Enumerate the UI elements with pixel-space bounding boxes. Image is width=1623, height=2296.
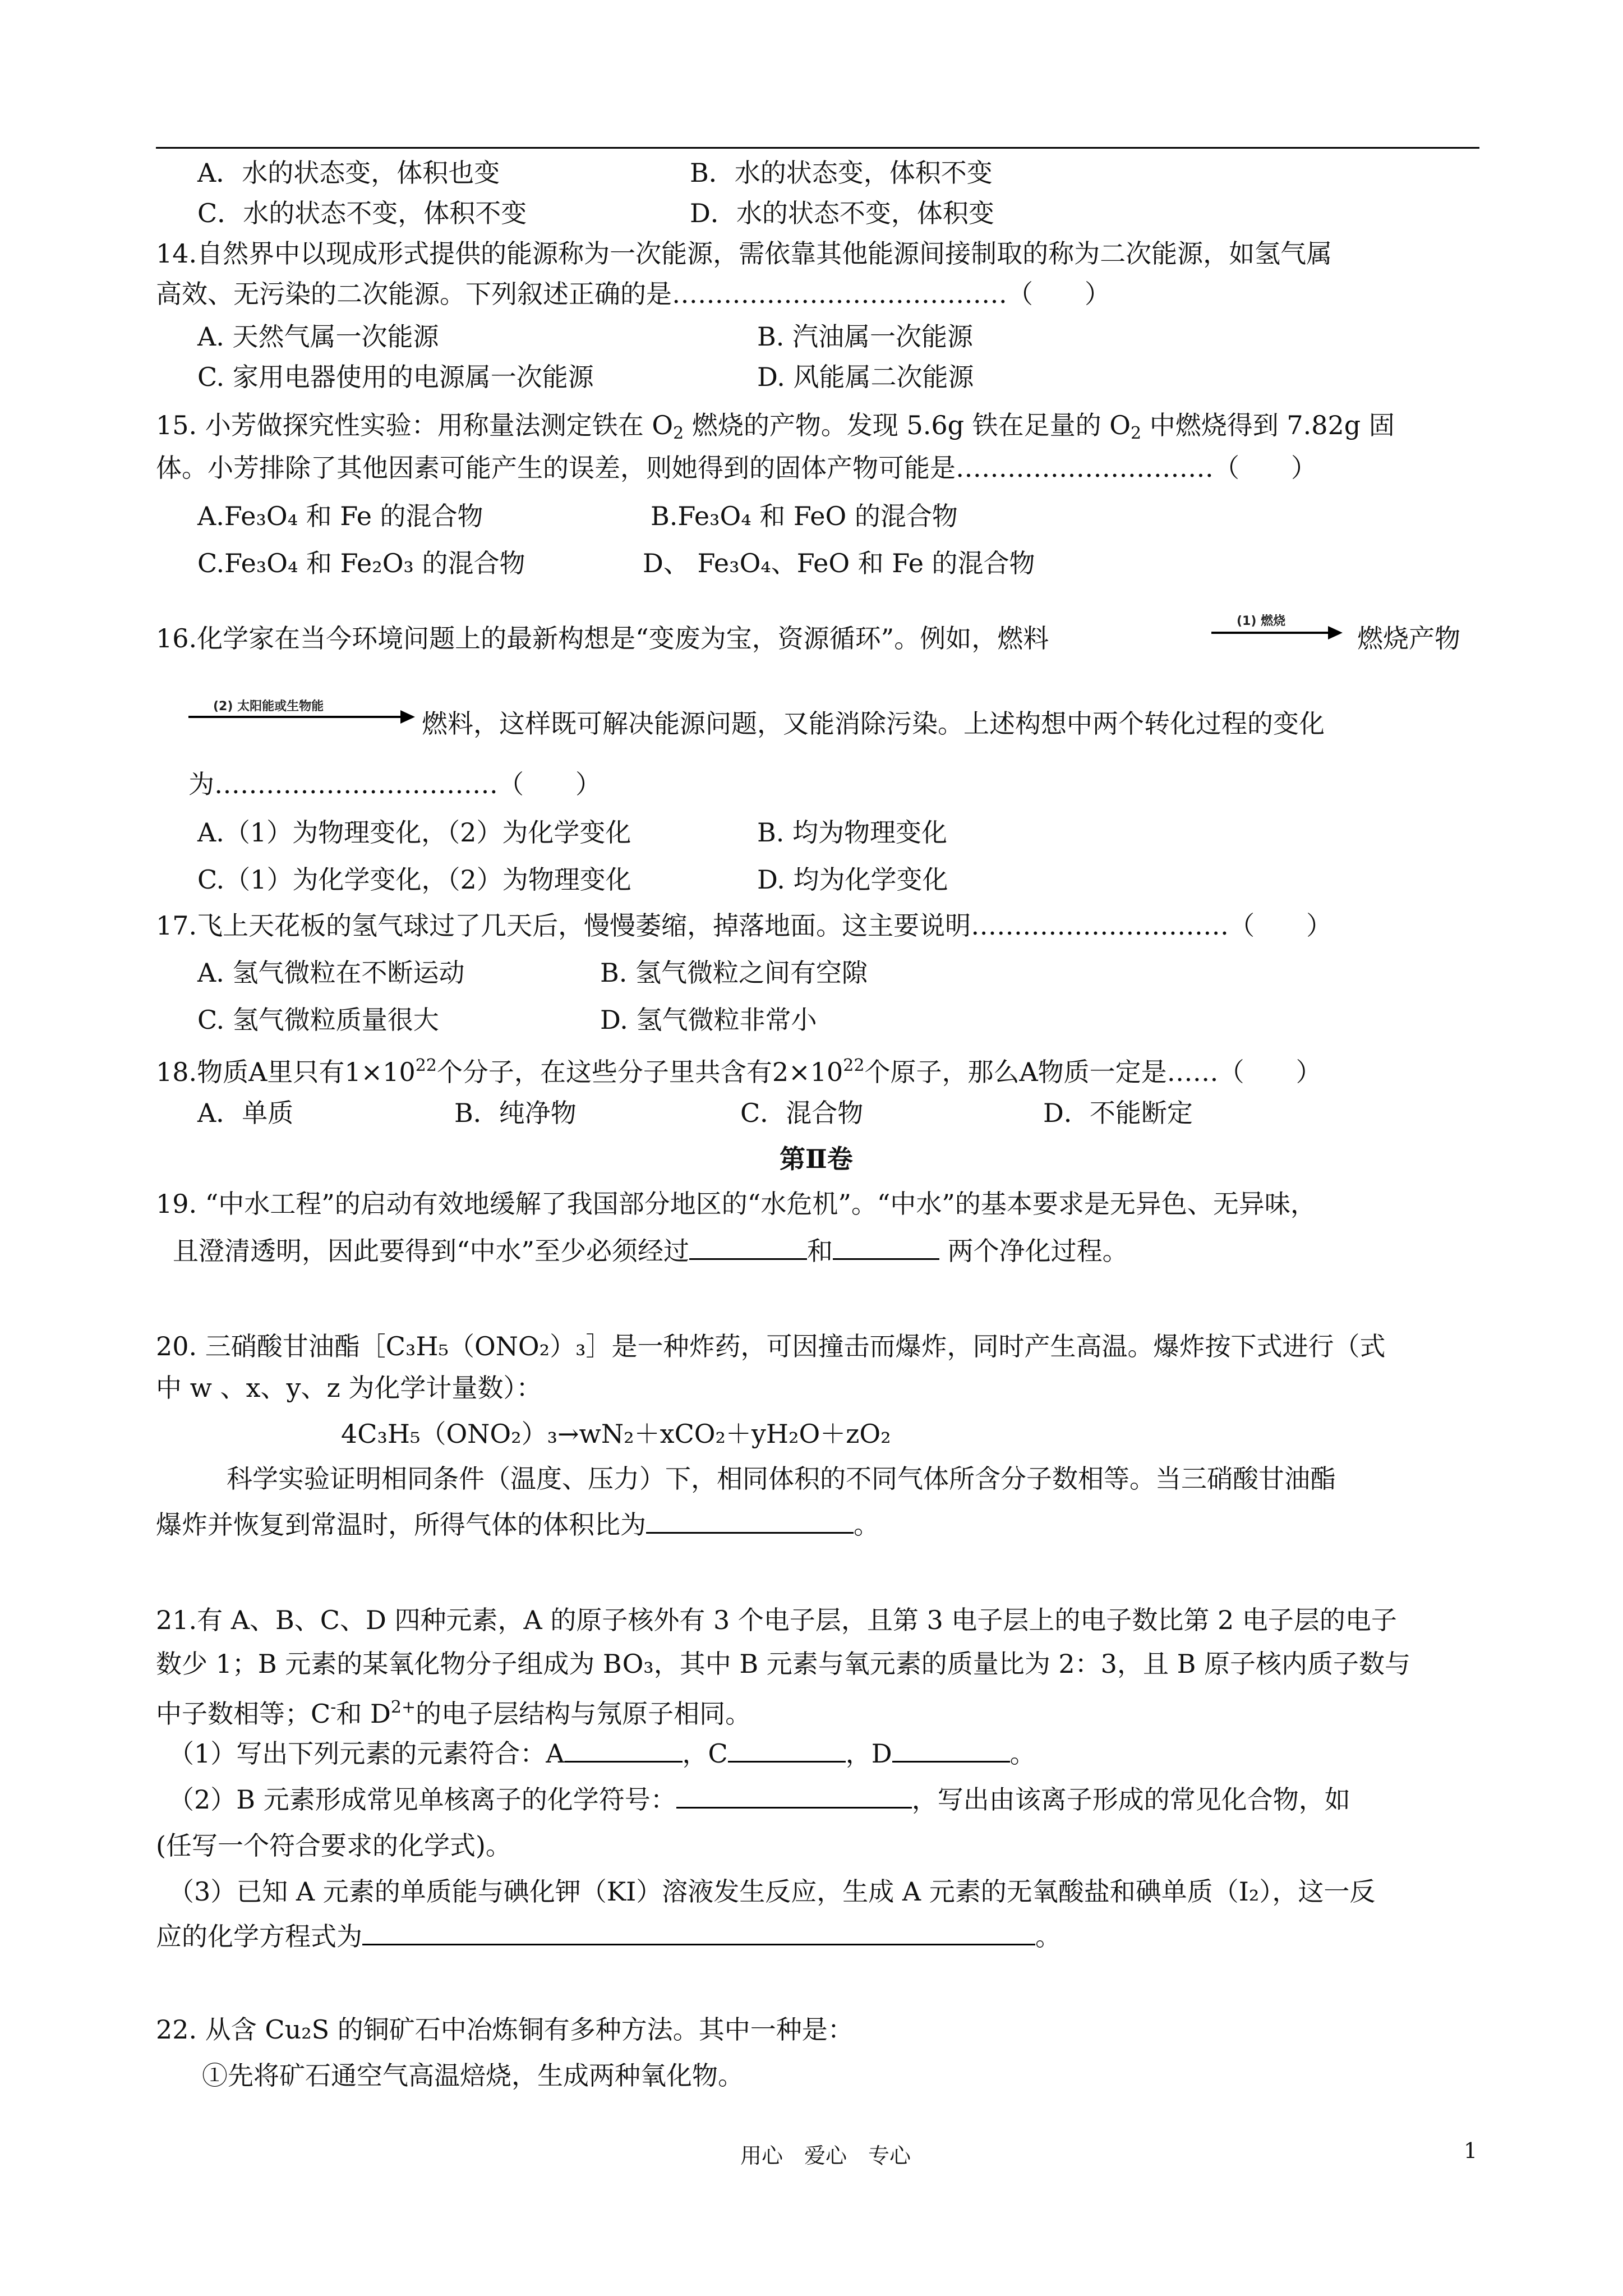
q16-stem-line1: 16.化学家在当今环境问题上的最新构想是“变废为宝，资源循环”。例如，燃料 — [156, 623, 1049, 654]
q16-arrow2-label: (2) 太阳能或生物能 — [213, 700, 324, 714]
q21-blank-ion[interactable] — [676, 1784, 912, 1809]
q21-part2-line2: (任写一个符合要求的化学式)。 — [156, 1830, 511, 1861]
q18-option-b: B．纯净物 — [454, 1098, 577, 1128]
header-rule — [156, 147, 1479, 149]
q15-stem-line1: 15. 小芳做探究性实验：用称量法测定铁在 $O_2$ 燃烧的产物。发现 5.6g 铁在足量的 $O_2$ 中燃烧得到 7.82g 固 — [156, 410, 1395, 443]
q17-option-d: D. 氢气微粒非常小 — [600, 1005, 817, 1035]
q20-stem-line3: 科学实验证明相同条件（温度、压力）下，相同体积的不同气体所含分子数相等。当三硝酸甘油酯 — [227, 1464, 1336, 1494]
q13-option-a: A．水的状态变，体积也变 — [197, 158, 500, 188]
q21-blank-c[interactable] — [728, 1738, 846, 1763]
q17-option-a: A. 氢气微粒在不断运动 — [197, 958, 465, 988]
q15-option-d: D、 Fe₃O₄、FeO 和 Fe 的混合物 — [643, 548, 1035, 578]
q14-option-d: D. 风能属二次能源 — [757, 362, 974, 392]
q21-part1: （1）写出下列元素的元素符合：A ，C ，D 。 — [168, 1738, 1036, 1769]
q19-stem-line2: 且澄清透明，因此要得到“中水”至少必须经过 和 两个净化过程。 — [173, 1236, 1128, 1266]
section-2-title: 第Ⅱ卷 — [780, 1144, 853, 1174]
q19-blank-1[interactable] — [689, 1236, 807, 1260]
q17-option-c: C. 氢气微粒质量很大 — [197, 1005, 439, 1035]
q22-stem-line2: ①先将矿石通空气高温焙烧，生成两种氧化物。 — [202, 2060, 744, 2091]
q21-blank-a[interactable] — [565, 1738, 683, 1763]
q21-part2-line1: （2）B 元素形成常见单核离子的化学符号： ，写出由该离子形成的常见化合物，如 — [168, 1784, 1350, 1815]
q21-part3-line2: 应的化学方程式为 。 — [156, 1921, 1061, 1952]
q15-option-c: C.Fe₃O₄ 和 Fe₂O₃ 的混合物 — [197, 548, 525, 578]
q19-blank-2[interactable] — [833, 1236, 939, 1260]
q22-stem-line1: 22. 从含 Cu₂S 的铜矿石中冶炼铜有多种方法。其中一种是： — [156, 2014, 854, 2045]
q21-stem-line1: 21.有 A、B、C、D 四种元素，A 的原子核外有 3 个电子层，且第 3 电子层上的电子数比第 2 电子层的电子 — [156, 1605, 1397, 1635]
q16-stem-line1-end: 燃烧产物 — [1357, 623, 1460, 654]
footer-text: 用心 爱心 专心 — [740, 2143, 911, 2168]
q20-stem-line4: 爆炸并恢复到常温时，所得气体的体积比为 。 — [156, 1510, 879, 1540]
q14-stem-line2: 高效、无污染的二次能源。下列叙述正确的是…………………………………（ ） — [156, 279, 1110, 309]
q21-blank-d[interactable] — [892, 1738, 1010, 1763]
q20-stem-line2: 中 w 、x、y、z 为化学计量数）： — [156, 1373, 542, 1403]
q16-option-b: B. 均为物理变化 — [757, 817, 948, 848]
q19-stem-line1: 19. “中水工程”的启动有效地缓解了我国部分地区的“水危机”。“中水”的基本要求是无异色、无异味， — [156, 1189, 1316, 1219]
q20-blank[interactable] — [646, 1510, 854, 1534]
q17-stem: 17.飞上天花板的氢气球过了几天后，慢慢萎缩，掉落地面。这主要说明…………………………（ ） — [156, 910, 1332, 941]
q13-option-c: C．水的状态不变，体积不变 — [197, 198, 527, 228]
q17-option-b: B. 氢气微粒之间有空隙 — [600, 958, 868, 988]
q14-option-c: C. 家用电器使用的电源属一次能源 — [197, 362, 594, 392]
q16-arrow1-icon — [1211, 632, 1340, 634]
q15-option-a: A.Fe₃O₄ 和 Fe 的混合物 — [197, 501, 483, 531]
q21-part3-line1: （3）已知 A 元素的单质能与碘化钾（KI）溶液发生反应，生成 A 元素的无氧酸盐和碘单质（I₂），这一反 — [168, 1876, 1376, 1907]
q14-option-a: A. 天然气属一次能源 — [197, 321, 439, 352]
q21-stem-line3: 中子数相等；C-和 $D^{2+}$的电子层结构与氖原子相同。 — [156, 1697, 751, 1729]
q13-option-b: B．水的状态变，体积不变 — [690, 158, 993, 188]
q14-option-b: B. 汽油属一次能源 — [757, 321, 974, 352]
q16-arrow2-icon — [188, 716, 413, 718]
q15-stem-line2: 体。小芳排除了其他因素可能产生的误差，则她得到的固体产物可能是…………………………（ ） — [156, 453, 1317, 483]
q16-option-a: A.（1）为物理变化，（2）为化学变化 — [197, 817, 631, 848]
q16-arrow1-label: (1) 燃烧 — [1237, 614, 1286, 628]
page-number: 1 — [1464, 2138, 1478, 2163]
q15-option-b: B.Fe₃O₄ 和 FeO 的混合物 — [651, 501, 958, 531]
q16-stem-line2: 燃料，这样既可解决能源问题，又能消除污染。上述构想中两个转化过程的变化 — [422, 708, 1325, 739]
q21-stem-line2: 数少 1；B 元素的某氧化物分子组成为 BO₃，其中 B 元素与氧元素的质量比为 2：3，且 B 原子核内质子数与 — [156, 1649, 1410, 1679]
q18-option-d: D．不能断定 — [1043, 1098, 1193, 1128]
q18-option-c: C．混合物 — [740, 1098, 864, 1128]
q18-stem: 18.物质A里只有$1\times 10^{22}$个分子，在这些分子里共含有$2\times 10^{22}$个原子，那么A物质一定是……（ ） — [156, 1056, 1322, 1087]
q21-blank-equation[interactable] — [362, 1921, 1035, 1945]
q16-stem-line3: 为……………………………（ ） — [188, 769, 601, 799]
q18-option-a: A．单质 — [197, 1098, 294, 1128]
q13-option-d: D．水的状态不变，体积变 — [690, 198, 994, 228]
q16-option-c: C.（1）为化学变化，（2）为物理变化 — [197, 864, 631, 895]
q14-stem-line1: 14.自然界中以现成形式提供的能源称为一次能源，需依靠其他能源间接制取的称为二次能源，如氢气属 — [156, 238, 1332, 269]
q16-option-d: D. 均为化学变化 — [757, 864, 948, 895]
q20-equation: 4C₃H₅（ONO₂）₃→wN₂＋xCO₂＋yH₂O＋zO₂ — [341, 1419, 891, 1449]
q20-stem-line1: 20. 三硝酸甘油酯［C₃H₅（ONO₂）₃］是一种炸药，可因撞击而爆炸，同时产生高温。爆炸按下式进行（式 — [156, 1331, 1386, 1361]
